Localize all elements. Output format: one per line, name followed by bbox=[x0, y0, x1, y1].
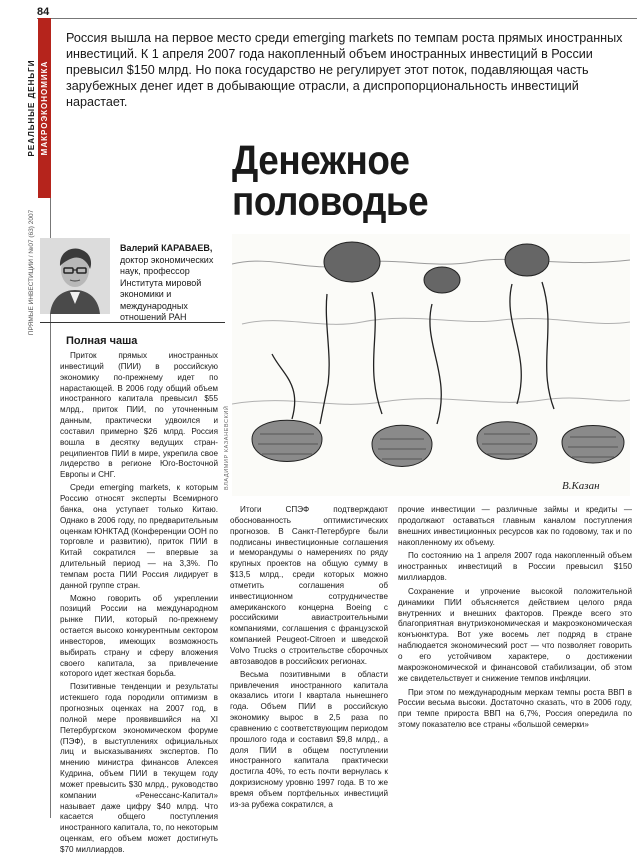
subsection-tab-label: МАКРОЭКОНОМИКА bbox=[40, 60, 49, 156]
paragraph: Позитивные тенденции и результаты истекшего года породили оптимизм в прогнозных оценках на 2007 год, в полной мере проявившийся на XI Петербургском экономическом форуме (ПЭФ), в выступлениях официальных лиц и высказываниях экспертов. По мнению министра финансов Алексея Кудрина, объем ПИИ в текущем году может превысить $30 млрд., руководство компании «Ренессанс-Капитал» называет даже цифру $40 млрд. Что касается общего поступления иностранного капитала, то, по некоторым оценкам, его объем может достигнуть $70 миллиардов. bbox=[60, 682, 218, 854]
author-box bbox=[120, 243, 220, 324]
cartoon-drawing bbox=[232, 234, 630, 496]
paragraph: прочие инвестиции — различные займы и кредиты — продолжают оставаться главным каналом поступления внешних инвестиционных ресурсов как по годовому, так и по накопленному их объему. bbox=[398, 505, 632, 547]
paragraph: Весьма позитивными в области привлечения иностранного капитала оказались итоги I квартала нынешнего года. Объем ПИИ в российскую экономику вырос в 2,5 раза по сравнению с соответствующим периодом прошлого года и составил $9,8 млрд., а доля ПИИ в общем поступлении иностранного капитала практически достигла 40%, то есть почти вернулась к докризисному уровню 1997 года. В то же время объем портфельных инвестиций из-за рубежа сократился, а bbox=[230, 669, 388, 809]
subsection-tab bbox=[38, 18, 51, 198]
author-rule bbox=[40, 322, 225, 323]
article-column-2 bbox=[230, 505, 388, 813]
article-column-3 bbox=[398, 505, 632, 734]
author-portrait bbox=[40, 238, 110, 314]
cartoon-illustration bbox=[232, 234, 630, 496]
article-column-1 bbox=[60, 334, 218, 858]
article-subhead: Полная чаша bbox=[66, 335, 138, 347]
paragraph: По состоянию на 1 апреля 2007 года накопленный объем иностранных инвестиций в России превысил $150 миллиардов. bbox=[398, 551, 632, 583]
author-name: Валерий КАРАВАЕВ, bbox=[120, 243, 213, 253]
paragraph: Итоги СПЭФ подтверждают обоснованность оптимистических прогнозов. В Санкт-Петербурге были подписаны инвестиционные соглашения и меморандумы о намерениях по ряду крупных проектов на общую сумму в $13,5 млрд., среди которых можно отметить соглашения об инвестиционном сотрудничестве американского концерна Boeing с российскими авиастроительными компаниями, соглашения с французской компанией Peugeot-Citroen и шведской Volvo Trucks о строительстве сборочных автозаводов в российских регионах. bbox=[230, 505, 388, 666]
issue-line-text: ПРЯМЫЕ ИНВЕСТИЦИИ / №07 (63) 2007 bbox=[28, 209, 35, 336]
section-tab bbox=[26, 18, 37, 198]
artist-credit-text: ВЛАДИМИР КАЗАНЕВСКИЙ bbox=[224, 405, 230, 490]
author-photo-icon bbox=[40, 238, 110, 314]
page-number: 84 bbox=[37, 6, 50, 18]
paragraph: Приток прямых иностранных инвестиций (ПИИ) в российскую экономику по-прежнему идет по нарастающей. В 2006 году общий объем иностранного капитала превысил $55 млрд., приток ПИИ, по уточненным данным, практически удвоился и составил примерно $26 млрд. Россия вошла в десятку ведущих стран-реципиентов ПИИ в мире, укрепила свое лидерство в регионе Юго-Восточной Европы и СНГ. bbox=[60, 351, 218, 480]
paragraph: Можно говорить об укреплении позиций России на международном рынке ПИИ, который по-прежнему остается высоко конкурентным сектором инвесторов, имеющих возможность выбирать страну и сферу вложения своего капитала, за привлечение которого идет жесткая борьба. bbox=[60, 593, 218, 679]
article-title-line-2: половодье bbox=[232, 178, 429, 224]
section-tab-label: РЕАЛЬНЫЕ ДЕНЬГИ bbox=[27, 59, 36, 157]
article-title-line-1: Денежное bbox=[232, 137, 410, 183]
author-bio: доктор экономических наук, профессор Института мировой экономики и международных отношений РАН bbox=[120, 254, 214, 322]
article-title bbox=[232, 137, 429, 224]
artist-signature: В.Казан bbox=[562, 480, 600, 492]
lead-paragraph: Россия вышла на первое место среди emerging markets по темпам роста прямых иностранных инвестиций. К 1 апреля 2007 года накопленный объем иностранных инвестиций в России превысил $150 млрд. Но пока государство не регулирует этот поток, подавляющая часть зарубежных денег идет в добывающие отрасли, а диспропорциональность инвестиций нарастает. bbox=[66, 31, 623, 109]
top-rule bbox=[37, 18, 637, 19]
paragraph: Сохранение и упрочение высокой положительной динамики ПИИ объясняется действием целого ряда внутренних и внешних факторов. Прежде всего это благоприятная внутриэкономическая и макроэкономическая конъюнктура. Вот уже восемь лет подряд в стране наблюдается экономический рост — что позволяет говорить о его устойчивом характере, о достижении макроэкономической и финансовой стабилизации, об этом же свидетельствует и снижение темпов инфляции. bbox=[398, 586, 632, 683]
artist-credit bbox=[222, 400, 232, 490]
paragraph: При этом по международным меркам темпы роста ВВП в России весьма высоки. Достаточно сказать, что в 2006 году, при темпе прироста ВВП на 6,7%, Россия опередила по этому показателю все страны «большой семерки» bbox=[398, 687, 632, 730]
issue-line bbox=[26, 200, 37, 345]
paragraph: Среди emerging markets, к которым Россию относят эксперты Всемирного банка, она уступает только Китаю. Однако в 2006 году, по предварительным оценкам ЮНКТАД (Конференции ООН по торговле и развитию), приток ПИИ в Китай сократился — впервые за длительный период — на 3,3%. По темпам роста ПИИ Россия лидирует в данной группе стран. bbox=[60, 483, 218, 590]
